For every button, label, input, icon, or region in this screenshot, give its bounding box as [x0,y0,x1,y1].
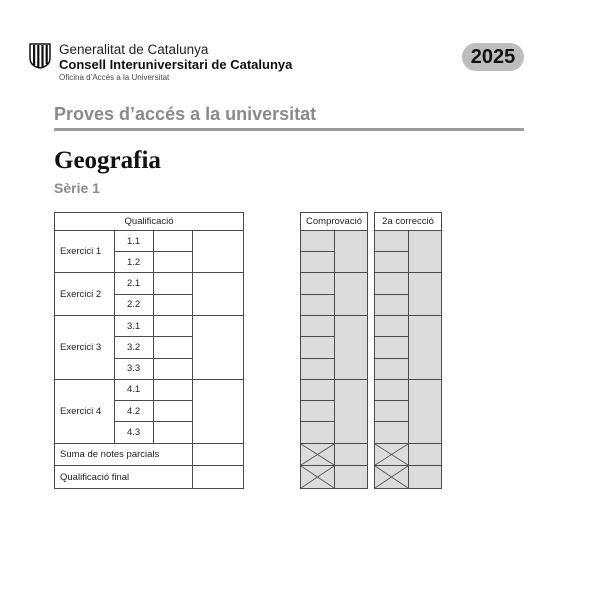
check-cell [374,294,409,316]
check-cell [374,421,409,444]
part-label: 3.1 [127,321,141,332]
part-label: 3.3 [127,363,141,374]
check-cell [300,315,335,337]
comprovacio-label: Comprovació [306,216,362,227]
check-cell [300,421,335,444]
org-name-generalitat: Generalitat de Catalunya [59,42,209,57]
part-label: 2.1 [127,278,141,289]
check-cell [374,230,409,252]
check-cell [300,400,335,422]
check-total-cell [408,443,442,466]
org-name-oficina: Oficina d’Accés a la Universitat [59,73,170,82]
check-cell [374,358,409,380]
check-cell [374,379,409,401]
check-total-cell [334,443,368,466]
crossed-cell [300,443,335,466]
title-divider [54,128,524,131]
check-cell [374,315,409,337]
check-group-cell [334,272,368,316]
part-label: 4.3 [127,427,141,438]
check-group-cell [334,315,368,380]
exercise-2-label: Exercici 2 [60,289,102,300]
org-name-consell: Consell Interuniversitari de Catalunya [59,57,293,72]
check-cell [300,358,335,380]
exercise-4-label: Exercici 4 [60,406,102,417]
crossed-cell [300,465,335,489]
check-cell [300,336,335,359]
check-cell [300,294,335,316]
grading-header: Qualificació [124,216,174,227]
check-cell [374,400,409,422]
final-grade-label: Qualificació final [60,472,130,483]
check-group-cell [408,379,442,444]
check-cell [374,272,409,295]
check-group-cell [334,379,368,444]
check-cell [374,251,409,273]
check-group-cell [408,272,442,316]
serie-label: Sèrie 1 [54,180,100,196]
generalitat-logo-icon [29,43,51,69]
crossed-cell [374,465,409,489]
correccio-label: 2a correcció [382,216,434,227]
check-group-cell [334,230,368,273]
exercise-1-label: Exercici 1 [60,246,102,257]
sum-label: Suma de notes parcials [60,449,160,460]
comprovacio-header [300,212,368,231]
check-total-cell [408,465,442,489]
crossed-cell [374,443,409,466]
check-group-cell [408,315,442,380]
check-group-cell [408,230,442,273]
year-badge: 2025 [462,43,524,71]
check-cell [374,336,409,359]
check-cell [300,379,335,401]
check-cell [300,272,335,295]
part-label: 4.1 [127,384,141,395]
check-total-cell [334,465,368,489]
part-label: 2.2 [127,299,141,310]
subject-title: Geografia [54,147,161,174]
exam-title: Proves d’accés a la universitat [54,104,317,124]
part-label: 1.2 [127,257,141,268]
check-cell [300,230,335,252]
part-label: 3.2 [127,342,141,353]
exercise-3-label: Exercici 3 [60,342,102,353]
part-label: 4.2 [127,406,141,417]
check-cell [300,251,335,273]
part-label: 1.1 [127,236,141,247]
correccio-header [374,212,442,231]
